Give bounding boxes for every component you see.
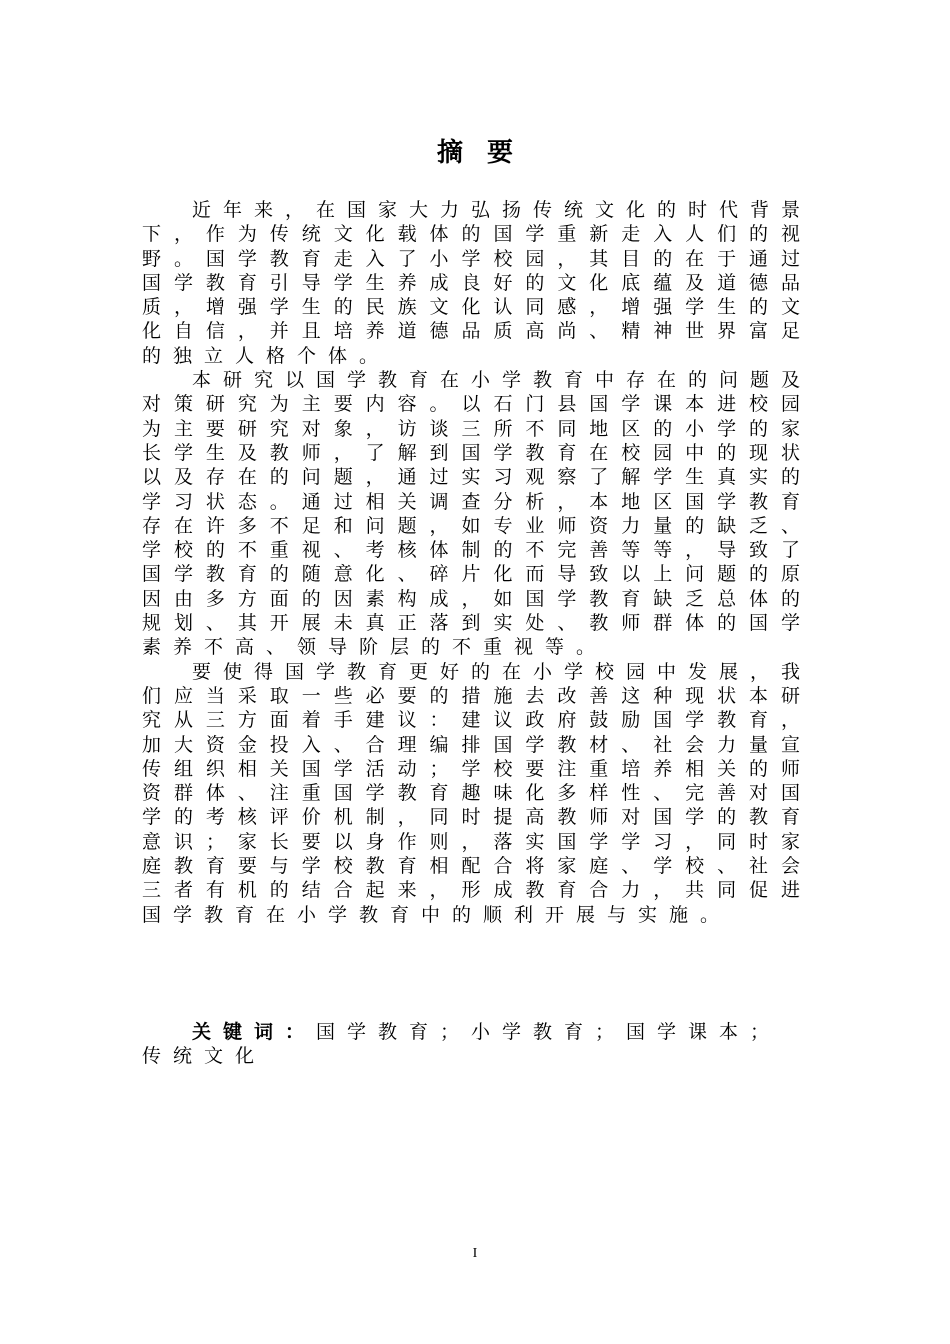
abstract-body <box>142 198 812 927</box>
abstract-paragraph-3: 要使得国学教育更好的在小学校园中发展，我们应当采取一些必要的措施去改善这种现状本研究从三方面着手建议：建议政府鼓励国学教育，加大资金投入、合理编排国学教材、社会力量宣传组织相关国学活动；学校要注重培养相关的师资群体、注重国学教育趣味化多样性、完善对国学的考核评价机制，同时提高教师对国学的教育意识；家长要以身作则，落实国学学习，同时家庭教育要与学校教育相配合将家庭、学校、社会三者有机的结合起来，形成教育合力，共同促进国学教育在小学教育中的顺利开展与实施。 <box>142 660 813 926</box>
page-title: 摘要 <box>436 138 537 168</box>
page-number: I <box>472 1246 478 1261</box>
keywords-text: 国学教育；小学教育；国学课本；传统文化 <box>142 1021 782 1068</box>
abstract-paragraph-2: 本研究以国学教育在小学教育中存在的问题及对策研究为主要内容。以石门县国学课本进校园为主要研究对象，访谈三所不同地区的小学的家长学生及教师，了解到国学教育在校园中的现状以及存在的问题，通过实习观察了解学生真实的学习状态。通过相关调查分析，本地区国学教育存在许多不足和问题，如专业师资力量的缺乏、学校的不重视、考核体制的不完善等等，导致了国学教育的随意化、碎片化而导致以上问题的原因由多方面的因素构成，如国学教育缺乏总体的规划、其开展未真正落到实处、教师群体的国学素养不高、领导阶层的不重视等。 <box>142 369 813 659</box>
keywords-line <box>142 1020 812 1069</box>
abstract-paragraph-1: 近年来，在国家大力弘扬传统文化的时代背景下，作为传统文化载体的国学重新走入人们的视野。国学教育走入了小学校园，其目的在于通过国学教育引导学生养成良好的文化底蕴及道德品质，增强学生的民族文化认同感，增强学生的文化自信，并且培养道德品质高尚、精神世界富足的独立人格个体。 <box>142 199 813 367</box>
keywords-label: 关键词： <box>192 1021 317 1043</box>
